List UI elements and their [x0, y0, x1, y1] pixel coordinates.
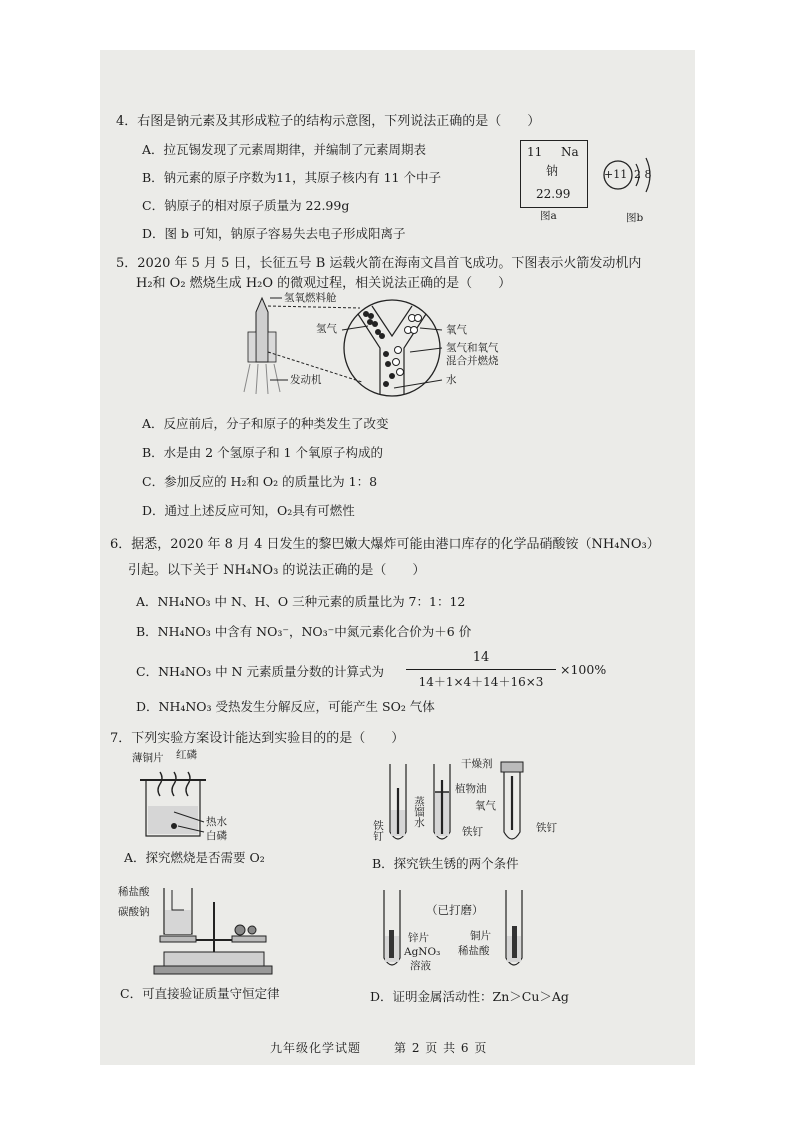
- element-symbol: Na: [561, 145, 579, 159]
- q4-option-c: C．钠原子的相对原子质量为 22.99g: [142, 198, 350, 213]
- q5-option-c: C．参加反应的 H₂和 O₂ 的质量比为 1：8: [142, 474, 378, 489]
- q6-option-a: A．NH₄NO₃ 中 N、H、O 三种元素的质量比为 7：1：12: [136, 594, 466, 609]
- q7a-beaker-diagram: [140, 760, 210, 842]
- label-nail-1: 铁钉: [372, 820, 384, 841]
- q6-fraction-suffix: ×100%: [560, 662, 607, 677]
- q6-fraction-numerator: 14: [472, 650, 490, 665]
- label-water: 水: [446, 374, 457, 386]
- label-white-phosphorus: 白磷: [206, 830, 227, 842]
- label-desiccant: 干燥剂: [461, 758, 493, 770]
- label-solution: 溶液: [410, 960, 431, 972]
- q7-stem: 7．下列实验方案设计能达到实验目的的是（ ）: [110, 731, 405, 746]
- q5-option-d: D．通过上述反应可知，O₂具有可燃性: [142, 503, 355, 518]
- element-name: 钠: [546, 164, 559, 178]
- q7c-balance-diagram: [150, 880, 268, 976]
- footer-subject: 九年级化学试题: [270, 1041, 362, 1055]
- label-mix-2: 混合并燃烧: [446, 355, 499, 367]
- q7-option-d: D．证明金属活动性：Zn＞Cu＞Ag: [370, 989, 569, 1004]
- fig-b-caption: 图b: [626, 212, 644, 224]
- label-oxygen: 氧气: [446, 324, 467, 336]
- label-polished: （已打磨）: [426, 903, 484, 917]
- footer-page-number: 第 2 页 共 6 页: [394, 1041, 488, 1055]
- q5-option-a: A．反应前后，分子和原子的种类发生了改变: [142, 416, 389, 431]
- label-hydrogen: 氢气: [316, 323, 337, 335]
- label-vegetable-oil: 植物油: [455, 783, 487, 795]
- label-agno3: AgNO₃: [404, 946, 441, 958]
- label-oxygen-7b: 氧气: [475, 800, 496, 812]
- label-nail-3: 铁钉: [536, 822, 557, 834]
- label-dilute-hcl-7d: 稀盐酸: [458, 945, 490, 957]
- q5-stem-line2: H₂和 O₂ 燃烧生成 H₂O 的微观过程，相关说法正确的是（ ）: [136, 276, 512, 291]
- q5-stem-line1: 5．2020 年 5 月 5 日，长征五号 B 运载火箭在海南文昌首飞成功。下图表示火箭发动机内: [116, 256, 642, 271]
- atomic-number: 11: [527, 145, 543, 159]
- q4-element-card: [520, 140, 588, 208]
- nucleus-charge: +11: [604, 168, 628, 181]
- atomic-mass: 22.99: [536, 187, 571, 201]
- q6-stem-line1: 6．据悉，2020 年 8 月 4 日发生的黎巴嫩大爆炸可能由港口库存的化学品硝酸铵（NH₄NO₃）: [110, 537, 660, 552]
- q6-option-b: B．NH₄NO₃ 中含有 NO₃⁻，NO₃⁻中氮元素化合价为＋6 价: [136, 624, 472, 639]
- q6-option-c-prefix: C．NH₄NO₃ 中 N 元素质量分数的计算式为: [136, 664, 384, 679]
- q7d-test-tubes-diagram: [374, 886, 534, 976]
- label-dilute-hcl: 稀盐酸: [118, 886, 150, 898]
- label-sodium-carbonate: 碳酸钠: [118, 906, 150, 918]
- label-red-phosphorus: 红磷: [176, 749, 197, 761]
- electron-shells: 2 8: [634, 168, 652, 181]
- q4-option-d: D．图 b 可知，钠原子容易失去电子形成阳离子: [142, 226, 406, 241]
- q6-option-d: D．NH₄NO₃ 受热发生分解反应，可能产生 SO₂ 气体: [136, 699, 435, 714]
- label-fuel-tank: 氢氧燃料舱: [284, 292, 337, 304]
- q7-option-a: A．探究燃烧是否需要 O₂: [124, 850, 265, 865]
- q7-option-c: C．可直接验证质量守恒定律: [120, 986, 280, 1001]
- q5-option-b: B．水是由 2 个氢原子和 1 个氧原子构成的: [142, 445, 383, 460]
- q7-option-b: B．探究铁生锈的两个条件: [372, 856, 519, 871]
- q7b-test-tubes-diagram: [382, 760, 532, 848]
- q6-fraction-denominator: 14＋1×4＋14＋16×3: [418, 675, 544, 689]
- q4-option-a: A．拉瓦锡发现了元素周期律，并编制了元素周期表: [142, 142, 427, 157]
- label-copper-sheet: 薄铜片: [132, 752, 164, 764]
- label-copper-sheet-7d: 铜片: [470, 930, 491, 942]
- label-distilled-water: 蒸馏水: [413, 796, 425, 828]
- q4-stem: 4．右图是钠元素及其形成粒子的结构示意图，下列说法正确的是（ ）: [116, 114, 541, 129]
- fig-a-caption: 图a: [540, 210, 557, 222]
- q4-option-b: B．钠元素的原子序数为11，其原子核内有 11 个中子: [142, 170, 441, 185]
- q6-stem-line2: 引起。以下关于 NH₄NO₃ 的说法正确的是（ ）: [128, 563, 426, 578]
- label-engine: 发动机: [290, 374, 322, 386]
- label-zinc-sheet: 锌片: [408, 932, 429, 944]
- q6-fraction-bar: [406, 669, 556, 670]
- label-nail-2: 铁钉: [462, 826, 483, 838]
- label-mix-1: 氢气和氧气: [446, 342, 499, 354]
- label-hot-water: 热水: [206, 816, 227, 828]
